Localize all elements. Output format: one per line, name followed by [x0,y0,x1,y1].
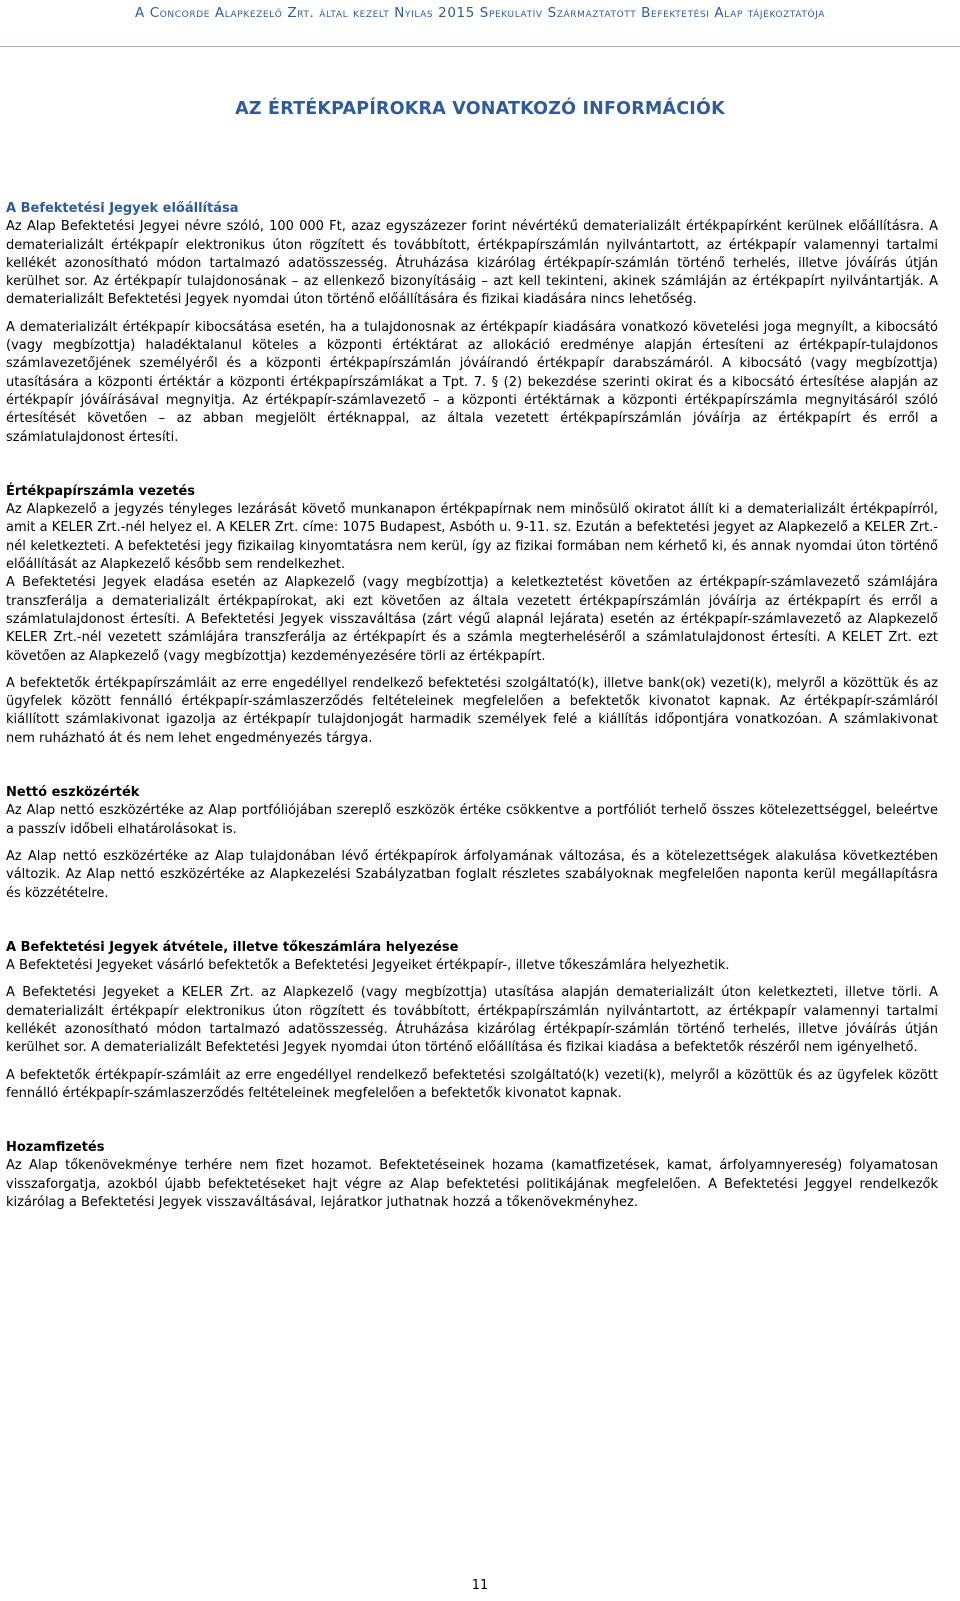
section-heading: Értékpapírszámla vezetés [6,483,196,499]
paragraph: Az Alapkezelő a jegyzés tényleges lezárását követő munkanapon értékpapírnak nem minősülő okiratot állít ki a dematerializált értékpapírról, amit a KELER Zrt.-nél helyez el. A KELER Zrt. címe: 1075 Budapest, Asbóth u. 9-11. sz. Ezután a befektetési jegyet az Alapkezelő a KELER Zrt.-nél keletkezteti. A befektetési jegy fizikailag kinyomtatásra nem kerül, így az fizikai formában nem kérhető ki, és annak nyomdai úton történő előállítását az Alapkezelő később sem rendelkezhet. [6,502,938,573]
page-number: 11 [471,1578,489,1593]
section-heading: Nettó eszközérték [6,785,140,801]
section-heading: A Befektetési Jegyek előállítása [6,201,239,216]
section-netto-eszkozertek [6,784,938,903]
section-befektetesi-jegyek-eloallitasa [6,200,938,447]
document-body [6,200,938,1212]
section-hozamfizetes [6,1139,938,1212]
section-heading: Hozamfizetés [6,1140,105,1156]
paragraph: Az Alap Befektetési Jegyei névre szóló, 100 000 Ft, azaz egyszázezer forint névértékű dematerializált értékpapírként kerülnek előállításra. A dematerializált értékpapír elektronikus úton rögzített és továbbított, értékpapírszámlán nyilvántartott, az értékpapír valamennyi tartalmi kellékét azonosítható módon tartalmazó adatösszesség. Átruházása kizárólag értékpapír-számlán történő terhelés, illetve jóváírás útján kerülhet sor. Az értékpapír tulajdonosának – az ellenkező bizonyításáig – azt kell tekinteni, akinek számláján az értékpapírt nyilvántartják. A dematerializált Befektetési Jegyek nyomdai úton történő előállítására és fizikai kiadására nincs lehetőség. [6,219,938,308]
running-header: A Concorde Alapkezelő Zrt. által kezelt Nyilas 2015 Spekulatív Származtatott Befektetési Alap tájékoztatója [135,5,825,21]
paragraph: Az Alap nettó eszközértéke az Alap portfóliójában szereplő eszközök értéke csökkentve a portfóliót terhelő összes kötelezettséggel, beleértve a passzív időbeli elhatárolásokat is. [6,803,938,837]
section-heading: A Befektetési Jegyek átvétele, illetve tőkeszámlára helyezése [6,939,459,955]
paragraph: A dematerializált értékpapír kibocsátása esetén, ha a tulajdonosnak az értékpapír kiadására vonatkozó követelési joga megnyílt, a kibocsátó (vagy megbízottja) haladéktalanul köteles a központi értéktárat az allokáció eredménye alapján értesíteni az értékpapír-tulajdonos számlavezetőjének személyéről és a központi értékpapírszámlán jóváírandó értékpapír darabszámáról. A kibocsátó (vagy megbízottja) utasítására a központi értéktár a központi értékpapírszámlákat a Tpt. 7. § (2) bekezdése szerinti okirat és a kibocsátó értesítése alapján az értékpapír jóváírásával megnyitja. Az értékpapír-számlavezető – a központi értéktárnak a központi értékpapírszámla megnyitásáról szóló értesítését követően – az abban megjelölt értéknappal, az általa vezetett értékpapírszámlán jóváírja az értékpapírt és erről a számlatulajdonost értesíti. [6,319,938,445]
paragraph: A befektetők értékpapír-számláit az erre engedéllyel rendelkező befektetési szolgáltató(k) vezeti(k), melyről a közöttük és az ügyfelek között fennálló értékpapír-számlaszerződés feltételeinek megfelelően a befektetők kivonatot kapnak. [6,1067,938,1101]
paragraph: A Befektetési Jegyeket a KELER Zrt. az Alapkezelő (vagy megbízottja) utasítása alapján dematerializált úton keletkezteti, illetve törli. A dematerializált értékpapír elektronikus úton rögzített és továbbított, értékpapírszámlán nyilvántartott, az értékpapír valamennyi tartalmi kellékét azonosítható módon tartalmazó adatösszesség. Átruházása kizárólag értékpapír-számlán történő terhelés, illetve jóváírás útján kerülhet sor. A dematerializált Befektetési Jegyek nyomdai úton történő előállítása és fizikai kiadása a befektetők részéről nem igényelhető. [6,985,938,1056]
paragraph: Az Alap tőkenövekménye terhére nem fizet hozamot. Befektetéseinek hozama (kamatfizetések, kamat, árfolyamnyereség) folyamatosan visszaforgatja, azokból újabb befektetéseket hajt végre az Alap befektetési politikájának megfelelően. A Befektetési Jeggyel rendelkezők kizárólag a Befektetési Jegyek visszaváltásával, lejáratkor juthatnak hozzá a tőkenövekményhez. [6,1158,938,1211]
paragraph: A befektetők értékpapírszámláit az erre engedéllyel rendelkező befektetési szolgáltató(k), illetve bank(ok) vezeti(k), melyről a közöttük és az ügyfelek között fennálló értékpapír-számlaszerződés feltételeinek megfelelően a befektetők kivonatot kapnak. Az értékpapír-számláról kiállított számlakivonat igazolja az értékpapír tulajdonjogát harmadik személyek felé a kiállítás időpontjára vonatkozóan. A számlakivonat nem ruházható át és nem lehet engedményezés tárgya. [6,675,938,746]
section-atvetel-tokeszamla [6,939,938,1103]
page-title: AZ ÉRTÉKPAPÍROKRA VONATKOZÓ INFORMÁCIÓK [235,99,725,119]
section-ertekpapirszamla-vezetes [6,483,938,748]
paragraph: Az Alap nettó eszközértéke az Alap tulajdonában lévő értékpapírok árfolyamának változása, és a kötelezettségek alakulása következtében változik. Az Alap nettó eszközértéke az Alapkezelési Szabályzatban foglalt részletes szabályoknak megfelelően naponta kerül megállapításra és közzétételre. [6,848,938,901]
paragraph: A Befektetési Jegyek eladása esetén az Alapkezelő (vagy megbízottja) a keletkeztetést követően az értékpapír-számlavezető számlájára transzferálja a dematerializált értékpapírokat, aki ezt követően az általa vezetett értékpapírszámlán jóváírja az értékpapírt és erről a számlatulajdonost értesíti. A Befektetési Jegyek visszaváltása (zárt végű alapnál lejárata) esetén az értékpapír-számlavezető az Alapkezelő KELER Zrt.-nél vezetett számlájára transzferálja az értékpapírt és a számla megterheléséről a számlatulajdonost értesíti. A KELET Zrt. ezt követően az Alapkezelő (vagy megbízottja) kezdeményezésére törli az értékpapírt. [6,575,938,664]
header-divider [0,46,960,47]
paragraph: A Befektetési Jegyeket vásárló befektetők a Befektetési Jegyeiket értékpapír-, illetve tőkeszámlára helyezhetik. [6,958,730,974]
